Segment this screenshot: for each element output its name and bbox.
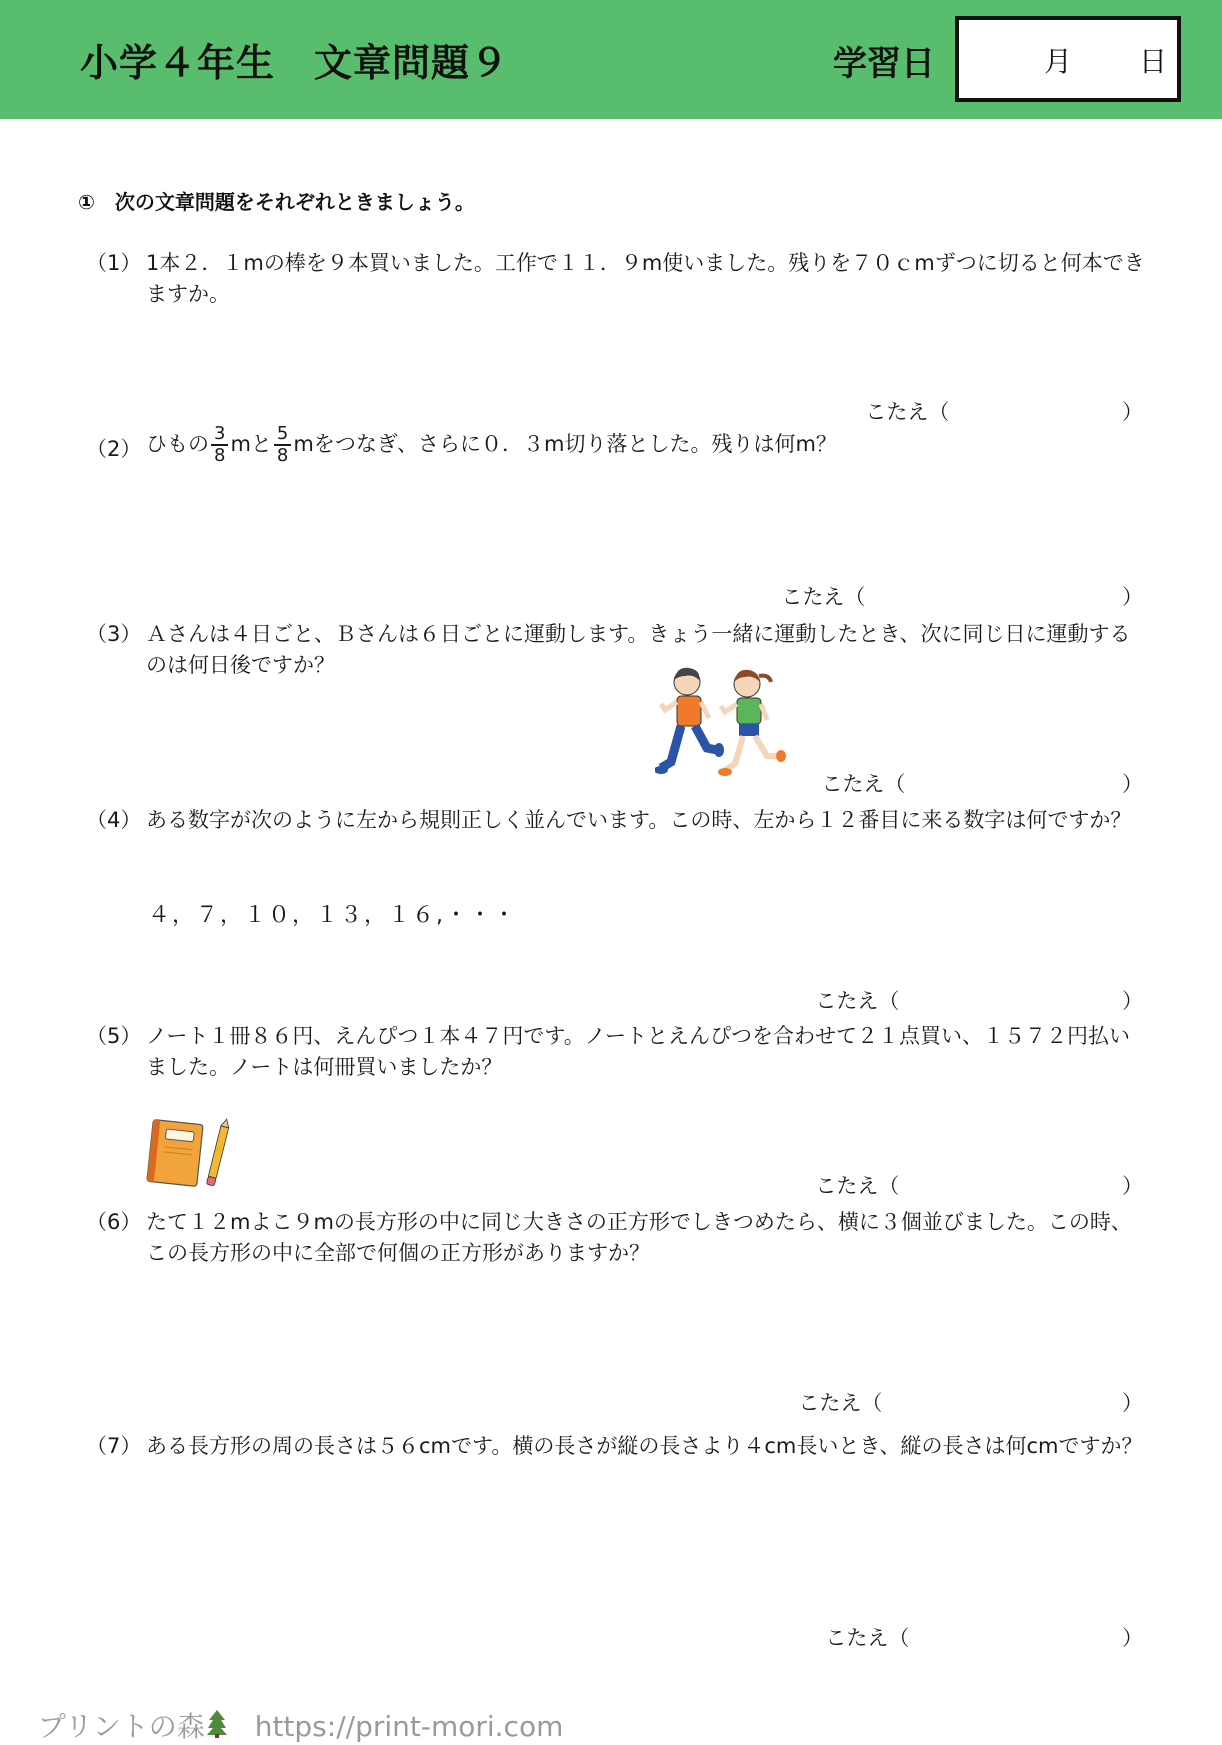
instruction-heading: ① 次の文章問題をそれぞれときましょう。 xyxy=(78,190,475,214)
question-number: （1） xyxy=(86,251,142,275)
answer-close: ） xyxy=(1122,1174,1143,1198)
question-1 xyxy=(86,248,1146,310)
question-text: Ａさんは４日ごと、Ｂさんは６日ごとに運動します。きょう一緒に運動したとき、次に同じ日に運動するのは何日後ですか？ xyxy=(146,622,1131,677)
question-6 xyxy=(86,1207,1146,1269)
answer-field-2[interactable] xyxy=(768,557,1143,611)
question-number: （6） xyxy=(86,1210,142,1234)
answer-field-4[interactable] xyxy=(802,961,1143,1015)
study-date-label: 学習日 xyxy=(833,44,935,84)
question-2 xyxy=(86,424,1146,466)
page-title: 小学４年生 文章問題９ xyxy=(80,41,510,85)
notebook-pencil-illustration xyxy=(146,1118,232,1190)
day-label: 日 xyxy=(1139,45,1168,78)
denominator: 8 xyxy=(276,445,289,466)
question-text: たて１２mよこ９mの長方形の中に同じ大きさの正方形でしきつめたら、横に３個並びました。この時、この長方形の中に全部で何個の正方形がありますか？ xyxy=(146,1210,1132,1265)
study-date-box[interactable] xyxy=(955,16,1181,102)
question-text xyxy=(146,424,1146,466)
denominator: 8 xyxy=(214,445,226,466)
answer-field-5[interactable] xyxy=(802,1146,1143,1200)
answer-close: ） xyxy=(1122,989,1143,1013)
text-segment: mと xyxy=(230,432,272,456)
question-text: ある数字が次のように左から規則正しく並んでいます。この時、左から１２番目に来る数字は何ですか？ xyxy=(146,808,1132,832)
question-text: ある長方形の周の長さは５６cmです。横の長さが縦の長さより４cm長いとき、縦の長さは何cmですか？ xyxy=(146,1434,1143,1458)
site-url-link[interactable]: https://print-mori.com xyxy=(254,1710,564,1743)
answer-close: ） xyxy=(1122,1391,1143,1415)
numerator: 3 xyxy=(211,424,228,446)
question-text: 1本２．１mの棒を９本買いました。工作で１１．９m使いました。残りを７０ｃmずつに切ると何本できますか。 xyxy=(146,251,1145,306)
answer-close: ） xyxy=(1122,772,1143,796)
running-children-illustration xyxy=(655,664,795,786)
header-bar xyxy=(0,0,1222,119)
question-number: （2） xyxy=(86,437,142,461)
tree-icon xyxy=(207,1710,227,1745)
answer-field-3[interactable] xyxy=(808,744,1143,798)
month-label: 月 xyxy=(1044,45,1073,78)
answer-close: ） xyxy=(1122,400,1143,424)
question-number: （5） xyxy=(86,1024,142,1048)
question-number: （4） xyxy=(86,808,142,832)
number-sequence: ４，７，１０，１３，１６,・・・ xyxy=(148,903,517,928)
question-4 xyxy=(86,805,1146,836)
fraction-3-8 xyxy=(211,424,228,466)
answer-close: ） xyxy=(1122,585,1143,609)
answer-label: こたえ（ xyxy=(815,1174,900,1198)
answer-close: ） xyxy=(1122,1626,1143,1650)
question-text: ノート１冊８６円、えんぴつ１本４７円です。ノートとえんぴつを合わせて２１点買い、１５７２円払いました。ノートは何冊買いましたか？ xyxy=(146,1024,1131,1079)
answer-label: こたえ（ xyxy=(815,989,900,1013)
question-3 xyxy=(86,619,1146,681)
answer-label: こたえ（ xyxy=(821,772,906,796)
answer-label: こたえ（ xyxy=(865,400,950,424)
text-segment: ひもの xyxy=(146,432,209,456)
question-number: （3） xyxy=(86,622,142,646)
question-7 xyxy=(86,1426,1146,1466)
answer-field-7[interactable] xyxy=(812,1598,1143,1652)
answer-label: こたえ（ xyxy=(781,585,866,609)
fraction-5-8 xyxy=(274,424,291,466)
question-number: （7） xyxy=(86,1434,142,1458)
footer xyxy=(20,1672,563,1745)
answer-label: こたえ（ xyxy=(798,1391,883,1415)
question-5 xyxy=(86,1021,1146,1083)
text-segment: mをつなぎ、さらに０．３m切り落とした。残りは何m？ xyxy=(293,432,837,456)
answer-field-6[interactable] xyxy=(785,1363,1143,1417)
answer-label: こたえ（ xyxy=(825,1626,910,1650)
site-name: プリントの森 xyxy=(37,1710,205,1743)
numerator: 5 xyxy=(274,424,291,446)
answer-field-1[interactable] xyxy=(852,372,1143,426)
